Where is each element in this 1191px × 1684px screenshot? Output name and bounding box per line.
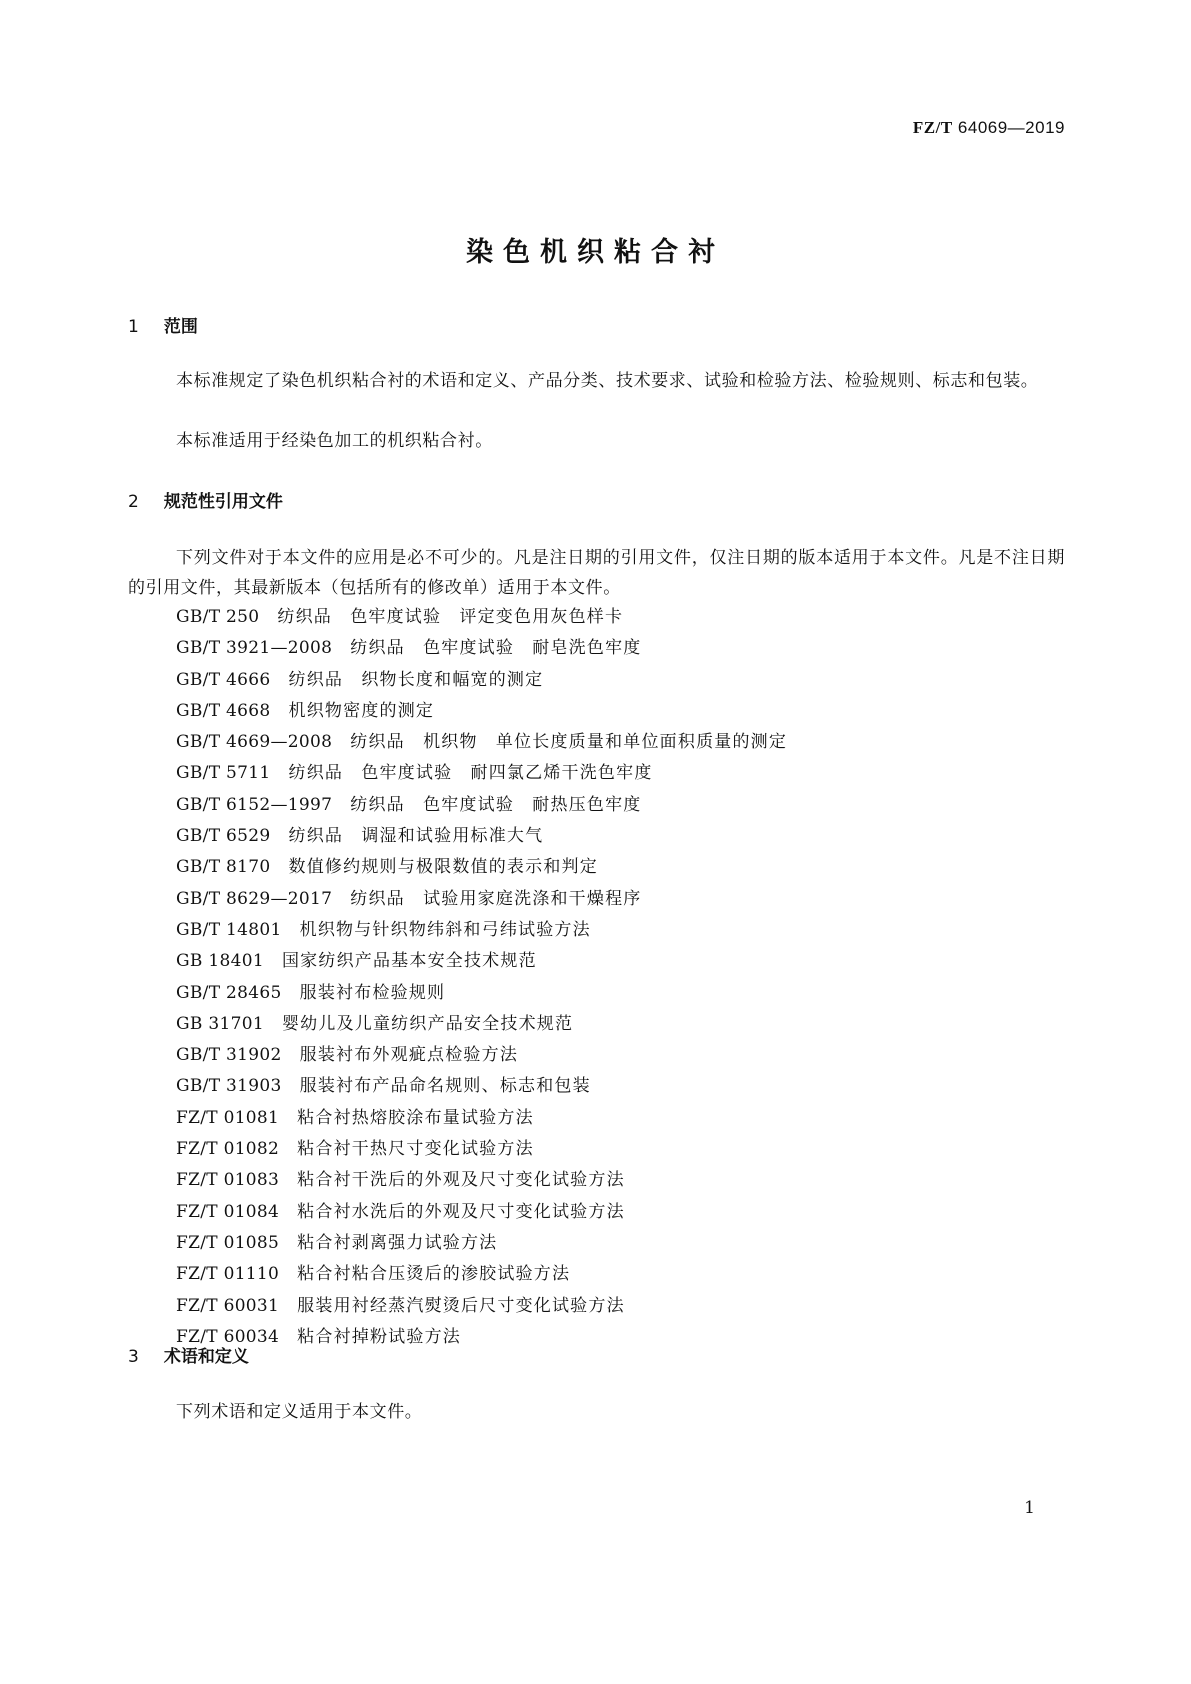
reference-title: 粘合衬干热尺寸变化试验方法 xyxy=(297,1139,534,1160)
reference-item xyxy=(176,1040,787,1071)
reference-item xyxy=(176,665,787,696)
reference-item xyxy=(176,1071,787,1102)
scope-paragraph-2: 本标准适用于经染色加工的机织粘合衬。 xyxy=(176,431,493,451)
reference-title: 机织物密度的测定 xyxy=(288,700,435,721)
reference-item xyxy=(176,1259,787,1290)
reference-title: 服装衬布产品命名规则、标志和包装 xyxy=(299,1076,591,1097)
reference-code: GB/T 31902 xyxy=(176,1045,282,1066)
terms-intro-paragraph: 下列术语和定义适用于本文件。 xyxy=(176,1402,423,1422)
document-title: 染色机织粘合衬 xyxy=(466,237,725,268)
reference-item xyxy=(176,790,787,821)
reference-item xyxy=(176,633,787,664)
section-number: 1 xyxy=(128,317,139,337)
reference-code: GB/T 28465 xyxy=(176,982,282,1003)
reference-code: FZ/T 01084 xyxy=(176,1201,280,1222)
reference-title: 纺织品 色牢度试验 评定变色用灰色样卡 xyxy=(277,607,624,627)
reference-code: FZ/T 01110 xyxy=(176,1264,280,1285)
section-title: 范围 xyxy=(163,317,198,337)
reference-code: FZ/T 01085 xyxy=(176,1232,280,1253)
standard-code xyxy=(913,118,1065,138)
reference-code: GB/T 4666 xyxy=(176,669,271,690)
references-intro-paragraph: 下列文件对于本文件的应用是必不可少的。凡是注日期的引用文件，仅注日期的版本适用于本文件。凡是不注日期的引用文件，其最新版本（包括所有的修改单）适用于本文件。 xyxy=(128,548,1065,598)
reference-title: 粘合衬热熔胶涂布量试验方法 xyxy=(297,1107,534,1128)
reference-item xyxy=(176,1165,787,1196)
reference-code: FZ/T 01083 xyxy=(176,1170,280,1191)
reference-code: GB/T 31903 xyxy=(176,1076,282,1097)
reference-title: 粘合衬掉粉试验方法 xyxy=(297,1326,461,1347)
reference-code: FZ/T 60031 xyxy=(176,1295,280,1316)
reference-item xyxy=(176,696,787,727)
reference-item xyxy=(176,1197,787,1228)
reference-code: GB 18401 xyxy=(176,951,264,972)
reference-code: FZ/T 60034 xyxy=(176,1326,280,1347)
reference-item xyxy=(176,758,787,789)
reference-list xyxy=(176,602,787,1353)
reference-item xyxy=(176,1322,787,1353)
section-heading-terms-and-definitions xyxy=(128,1342,249,1367)
reference-title: 纺织品 织物长度和幅宽的测定 xyxy=(288,669,544,690)
page-number: 1 xyxy=(1024,1498,1035,1518)
standard-prefix: FZ/T xyxy=(912,118,953,137)
reference-item xyxy=(176,1134,787,1165)
reference-item xyxy=(176,1291,787,1322)
reference-code: GB/T 14801 xyxy=(176,919,282,940)
reference-code: FZ/T 01082 xyxy=(176,1139,280,1160)
reference-title: 服装衬布外观疵点检验方法 xyxy=(299,1045,519,1066)
reference-code: GB/T 8170 xyxy=(176,857,271,878)
reference-item xyxy=(176,821,787,852)
reference-title: 纺织品 色牢度试验 耐皂洗色牢度 xyxy=(350,638,642,659)
reference-title: 国家纺织产品基本安全技术规范 xyxy=(281,951,537,972)
reference-item xyxy=(176,1103,787,1134)
reference-item xyxy=(176,946,787,977)
reference-code: GB/T 4669—2008 xyxy=(176,732,333,753)
section-title: 规范性引用文件 xyxy=(163,492,283,512)
reference-code: GB/T 250 xyxy=(176,607,260,627)
standard-number: 64069—2019 xyxy=(957,118,1065,137)
reference-title: 纺织品 色牢度试验 耐热压色牢度 xyxy=(350,794,642,815)
reference-title: 粘合衬干洗后的外观及尺寸变化试验方法 xyxy=(297,1170,625,1191)
reference-title: 粘合衬粘合压烫后的渗胶试验方法 xyxy=(297,1264,571,1285)
reference-title: 粘合衬剥离强力试验方法 xyxy=(297,1232,498,1253)
reference-title: 纺织品 调湿和试验用标准大气 xyxy=(288,826,544,847)
reference-title: 服装用衬经蒸汽熨烫后尺寸变化试验方法 xyxy=(297,1295,625,1316)
reference-code: GB/T 6529 xyxy=(176,826,271,847)
reference-code: GB/T 5711 xyxy=(176,763,271,784)
reference-title: 服装衬布检验规则 xyxy=(299,982,446,1003)
reference-item xyxy=(176,978,787,1009)
section-heading-normative-references xyxy=(128,487,283,512)
reference-title: 纺织品 试验用家庭洗涤和干燥程序 xyxy=(350,888,642,909)
reference-title: 数值修约规则与极限数值的表示和判定 xyxy=(288,857,598,878)
reference-item xyxy=(176,1228,787,1259)
reference-title: 纺织品 机织物 单位长度质量和单位面积质量的测定 xyxy=(350,732,788,753)
reference-item xyxy=(176,852,787,883)
reference-code: GB 31701 xyxy=(176,1013,264,1034)
reference-item xyxy=(176,884,787,915)
scope-paragraph-1: 本标准规定了染色机织粘合衬的术语和定义、产品分类、技术要求、试验和检验方法、检验规则、标志和包装。 xyxy=(176,371,1039,391)
reference-code: GB/T 6152—1997 xyxy=(176,794,333,815)
reference-code: GB/T 3921—2008 xyxy=(176,638,333,659)
reference-title: 婴幼儿及儿童纺织产品安全技术规范 xyxy=(281,1013,574,1034)
reference-code: GB/T 4668 xyxy=(176,700,271,721)
reference-code: GB/T 8629—2017 xyxy=(176,888,333,909)
section-number: 2 xyxy=(128,492,139,512)
section-title: 术语和定义 xyxy=(163,1347,249,1367)
section-number: 3 xyxy=(128,1347,139,1367)
reference-item xyxy=(176,1009,787,1040)
reference-title: 纺织品 色牢度试验 耐四氯乙烯干洗色牢度 xyxy=(288,763,653,784)
reference-title: 粘合衬水洗后的外观及尺寸变化试验方法 xyxy=(297,1201,625,1222)
reference-item xyxy=(176,915,787,946)
reference-code: FZ/T 01081 xyxy=(176,1107,280,1128)
reference-item xyxy=(176,602,787,633)
reference-item xyxy=(176,727,787,758)
section-heading-scope xyxy=(128,312,198,337)
reference-title: 机织物与针织物纬斜和弓纬试验方法 xyxy=(299,919,591,940)
